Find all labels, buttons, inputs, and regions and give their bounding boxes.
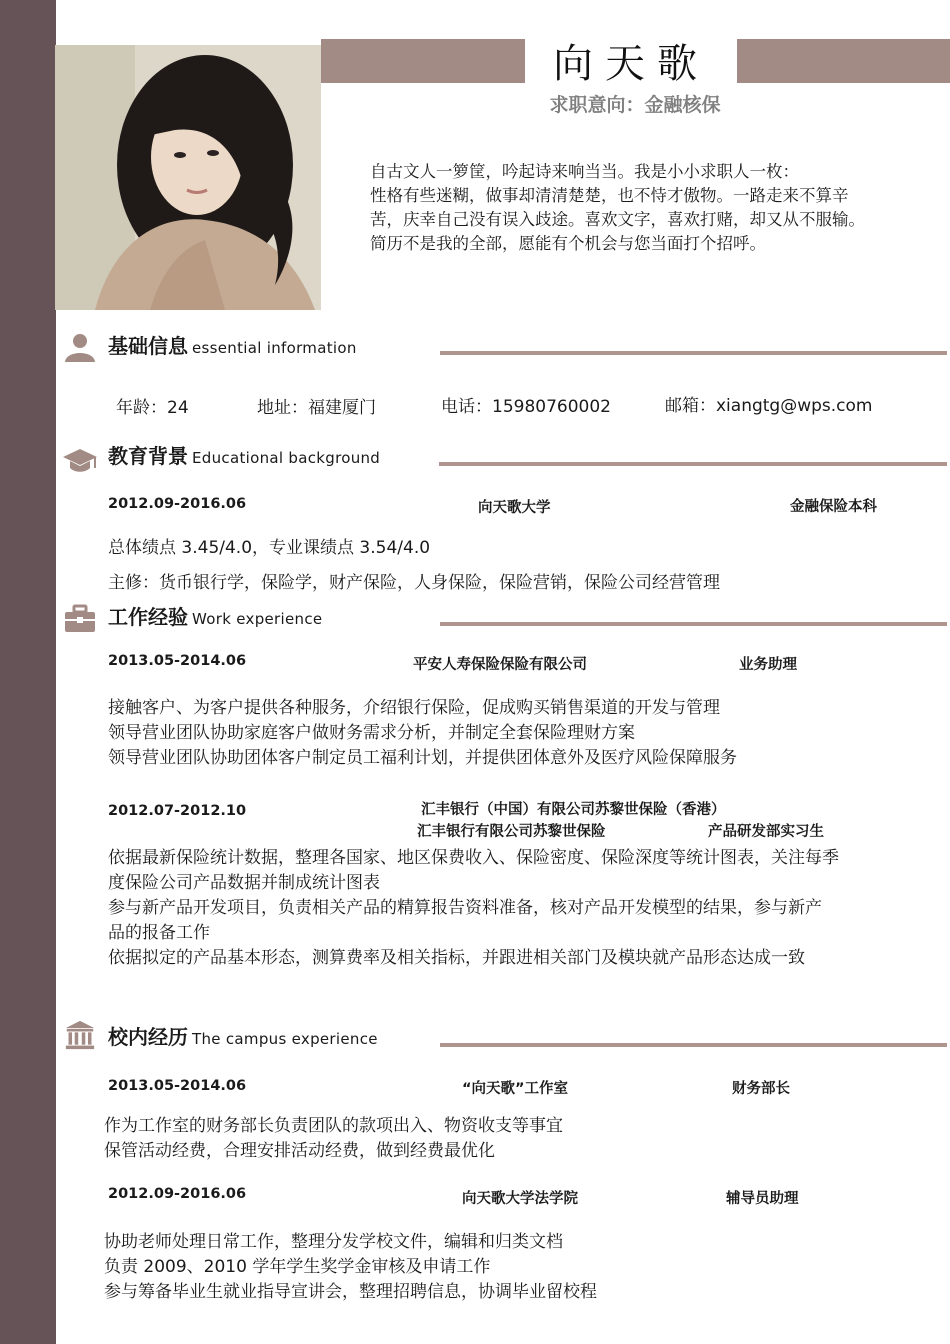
job2-line-3: 参与新产品开发项目，负责相关产品的精算报告资料准备，核对产品开发模型的结果，参与新产: [108, 898, 822, 918]
phone-text: 电话：15980760002: [441, 397, 611, 417]
education-date: 2012.09-2016.06: [108, 496, 247, 512]
job2-line-2: 度保险公司产品数据并制成统计图表: [108, 873, 380, 893]
job1-line-1: 接触客户、为客户提供各种服务，介绍银行保险，促成购买销售渠道的开发与管理: [108, 698, 720, 718]
intro-line-4: 简历不是我的全部，愿能有个机会与您当面打个招呼。: [370, 234, 766, 253]
education-courses: 主修：货币银行学，保险学，财产保险，人身保险，保险营销，保险公司经营管理: [108, 573, 720, 593]
profile-photo: [55, 45, 321, 310]
job2-company-line-1: 汇丰银行（中国）有限公司苏黎世保险（香港）: [421, 802, 726, 818]
section-title-campus: [108, 1021, 378, 1050]
intro-line-2: 性格有些迷糊，做事却清清楚楚，也不恃才傲物。一路走来不算辛: [370, 186, 849, 205]
section-title-education-en: Educational background: [192, 449, 381, 467]
briefcase-icon: [63, 604, 97, 634]
graduation-cap-icon: [63, 445, 97, 475]
section-title-campus-en: The campus experience: [192, 1030, 378, 1048]
job1-line-3: 领导营业团队协助团体客户制定员工福利计划，并提供团体意外及医疗风险保障服务: [108, 748, 737, 768]
campus2-line-1: 协助老师处理日常工作，整理分发学校文件，编辑和归类文档: [104, 1232, 563, 1252]
section-title-education-cn: 教育背景: [108, 444, 188, 468]
person-icon: [63, 332, 97, 362]
section-title-work: [108, 601, 322, 630]
campus1-date: 2013.05-2014.06: [108, 1078, 247, 1094]
profile-photo-illustration: [55, 45, 321, 310]
job2-date: 2012.07-2012.10: [108, 803, 247, 819]
intro-line-3: 苦，庆幸自己没有误入歧途。喜欢文字，喜欢打赌，却又从不服输。: [370, 210, 865, 229]
job1-date: 2013.05-2014.06: [108, 653, 247, 669]
campus1-org: “向天歌”工作室: [462, 1081, 569, 1097]
intro-line-1: 自古文人一箩筐，吟起诗来响当当。我是小小求职人一枚：: [370, 162, 799, 181]
section-divider-basic: [440, 351, 947, 355]
left-sidebar-bar: [0, 0, 56, 1344]
name-banner-left: [321, 39, 525, 83]
job2-role: 产品研发部实习生: [708, 824, 824, 840]
job1-company: 平安人寿保险保险有限公司: [413, 657, 587, 673]
section-title-basic: [108, 330, 357, 359]
section-title-basic-en: essential information: [192, 339, 357, 357]
campus2-role: 辅导员助理: [726, 1191, 799, 1207]
name-banner-right: [737, 39, 950, 83]
address-text: 地址：福建厦门: [257, 398, 376, 418]
section-divider-campus: [440, 1043, 947, 1047]
section-title-education: [108, 440, 380, 469]
campus2-date: 2012.09-2016.06: [108, 1186, 247, 1202]
campus1-line-1: 作为工作室的财务部长负责团队的款项出入、物资收支等事宜: [104, 1116, 563, 1136]
job2-company-line-2: 汇丰银行有限公司苏黎世保险: [417, 824, 606, 840]
education-school: 向天歌大学: [478, 500, 551, 516]
education-gpa: 总体绩点 3.45/4.0，专业课绩点 3.54/4.0: [108, 538, 431, 558]
education-degree: 金融保险本科: [790, 499, 877, 515]
section-title-basic-cn: 基础信息: [108, 334, 188, 358]
job-intent: 求职意向：金融核保: [549, 94, 721, 116]
section-divider-work: [440, 622, 947, 626]
section-title-work-en: Work experience: [192, 610, 323, 628]
job2-line-1: 依据最新保险统计数据，整理各国家、地区保费收入、保险密度、保险深度等统计图表，关注每季: [108, 848, 839, 868]
candidate-name: 向天歌: [553, 41, 709, 87]
job2-line-4: 品的报备工作: [108, 923, 210, 943]
email-text: 邮箱：xiangtg@wps.com: [665, 396, 873, 416]
campus1-role: 财务部长: [732, 1081, 790, 1097]
campus2-org: 向天歌大学法学院: [462, 1191, 578, 1207]
campus2-line-2: 负责 2009、2010 学年学生奖学金审核及申请工作: [104, 1257, 491, 1277]
section-divider-education: [439, 462, 947, 466]
job2-line-5: 依据拟定的产品基本形态，测算费率及相关指标，并跟进相关部门及模块就产品形态达成一致: [108, 948, 805, 968]
building-icon: [63, 1020, 97, 1050]
job1-line-2: 领导营业团队协助家庭客户做财务需求分析，并制定全套保险理财方案: [108, 723, 635, 743]
section-title-campus-cn: 校内经历: [108, 1025, 188, 1049]
section-title-work-cn: 工作经验: [108, 605, 188, 629]
campus1-line-2: 保管活动经费，合理安排活动经费，做到经费最优化: [104, 1141, 495, 1161]
job1-role: 业务助理: [739, 657, 797, 673]
campus2-line-3: 参与筹备毕业生就业指导宣讲会，整理招聘信息，协调毕业留校程: [104, 1282, 597, 1302]
age-text: 年龄：24: [116, 398, 189, 418]
